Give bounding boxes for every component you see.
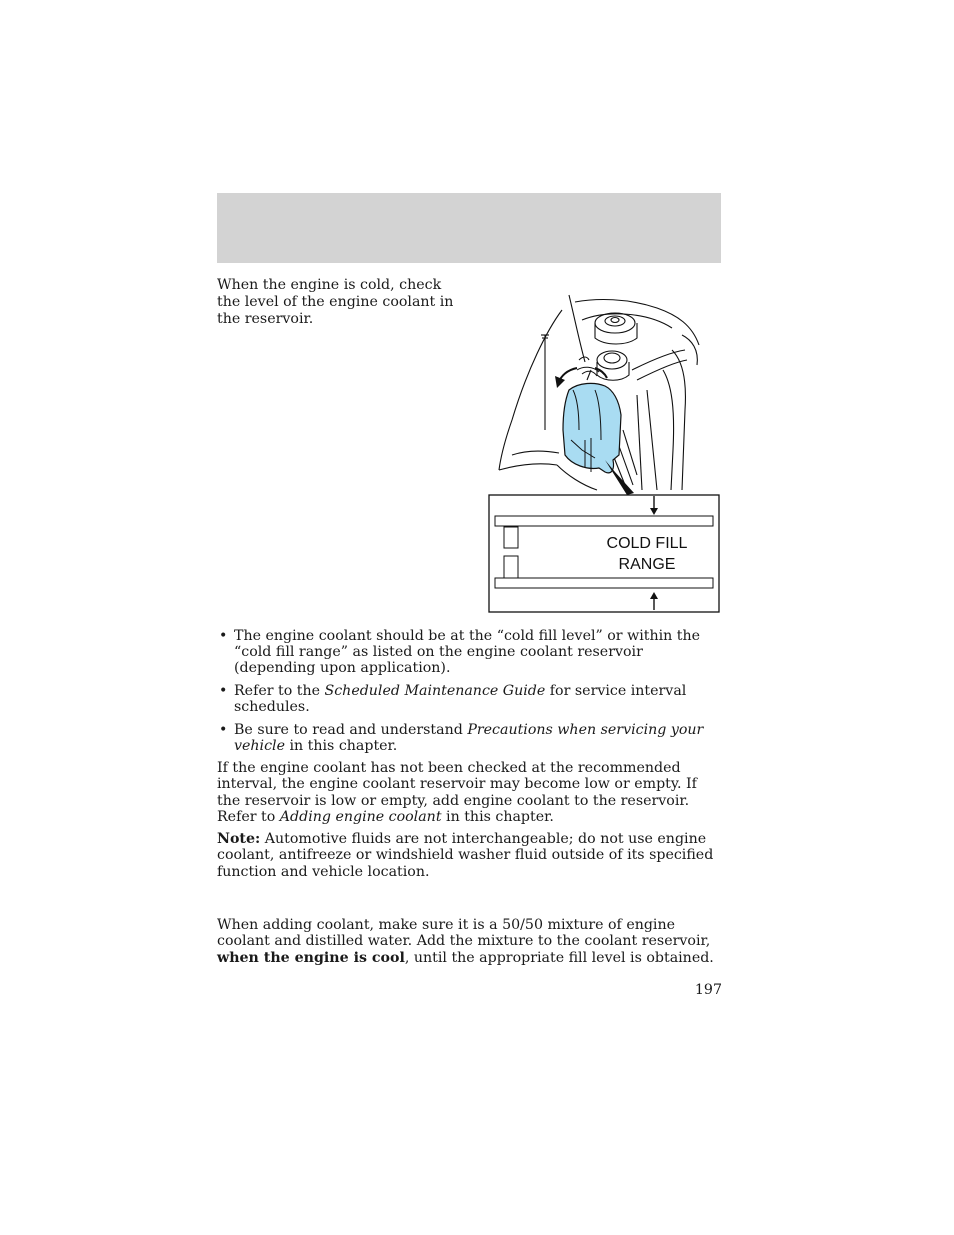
list-item: • Be sure to read and understand Precautions when servicing your vehicle in this chapter. [217,722,723,754]
coolant-reservoir-shape [563,383,621,472]
cold-fill-label-line2: RANGE [618,556,676,573]
cold-fill-upper-line [495,516,713,526]
label-tab-upper [504,527,518,548]
page-number: 197 [694,982,722,998]
fill-level-label-box [489,495,719,612]
section-header-band [217,193,721,263]
cold-fill-lower-line [495,578,713,588]
bullet-list [217,628,723,761]
cold-fill-label-line1: COLD FILL [606,535,688,552]
intro-paragraph: When the engine is cold, check the level of the engine coolant in the reservoir. [217,277,454,327]
coolant-check-paragraph: If the engine coolant has not been checked at the recommended interval, the engine coolant reservoir may become low or empty. If the reservoir is low or empty, add engine coolant to the reservoir. Refer to Adding engine coolant in this chapter. [217,760,697,825]
coolant-reservoir-illustration [487,290,722,615]
label-tab-lower [504,556,518,578]
adding-coolant-paragraph: When adding coolant, make sure it is a 50/50 mixture of engine coolant and distilled water. Add the mixture to the coolant reservoir, when the engine is cool, until the appropriate fill level is obtained. [217,917,714,966]
list-item: • Refer to the Scheduled Maintenance Guide for service interval schedules. [217,683,723,715]
note-paragraph: Note: Automotive fluids are not interchangeable; do not use engine coolant, antifreeze or windshield washer fluid outside of its specified function and vehicle location. [217,831,714,880]
list-item: • The engine coolant should be at the “cold fill level” or within the “cold fill range” as listed on the engine coolant reservoir (depending upon application). [217,628,723,676]
